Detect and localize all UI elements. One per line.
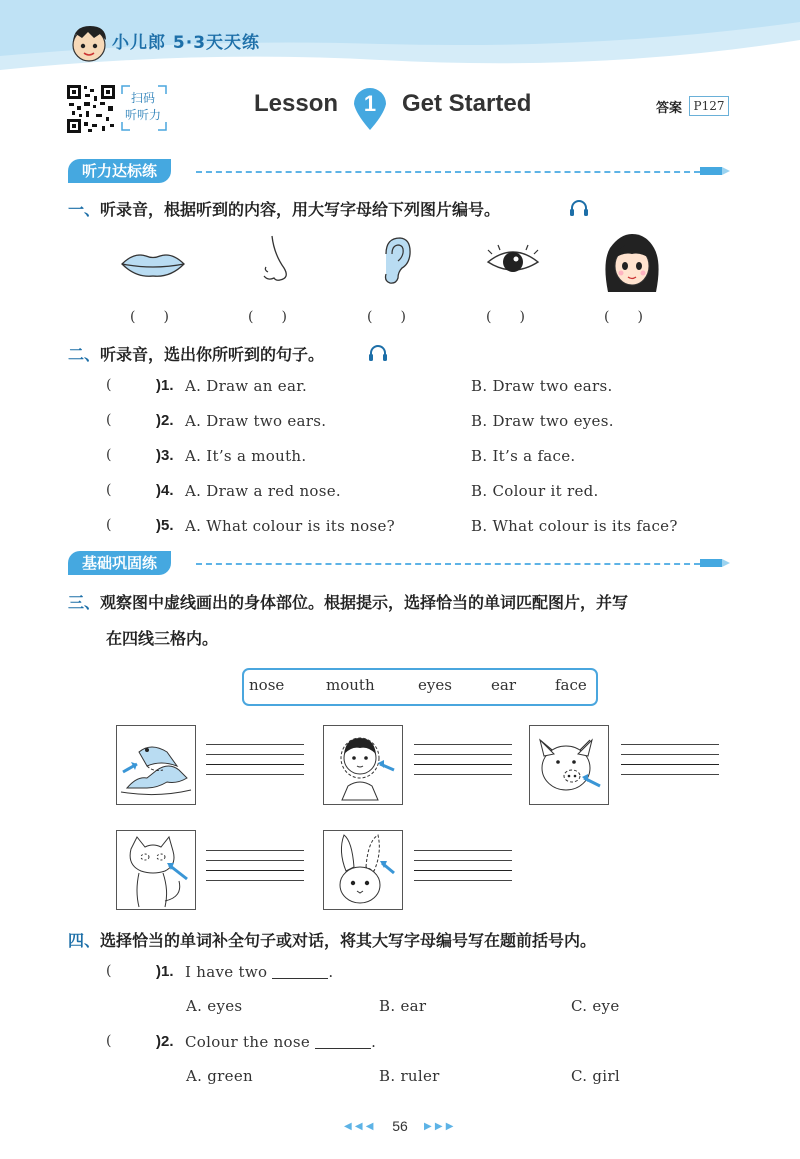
- q4-option-a: A. eyes: [186, 997, 243, 1015]
- q2-option-b: B. It’s a face.: [471, 447, 576, 465]
- mascot-boy-icon: [66, 20, 112, 64]
- q2-item: [106, 376, 726, 411]
- lesson-word: Lesson: [254, 90, 339, 117]
- scan-text-line2: 听听力: [124, 108, 161, 122]
- q2-item: [106, 516, 726, 551]
- q1-answer-paren-4[interactable]: ( ): [486, 309, 525, 325]
- q2-item: [106, 411, 726, 446]
- lesson-title: Get Started: [402, 90, 532, 117]
- lesson-number: 1: [363, 91, 377, 116]
- brand-title: 小儿郎 5·3天天练: [112, 33, 261, 53]
- answer-page-ref: P127: [689, 96, 729, 116]
- q2-item-number: )5.: [156, 517, 174, 534]
- q2-item: [106, 446, 726, 481]
- q4-stem-text: I have two: [185, 963, 268, 981]
- blank-line[interactable]: [315, 1034, 371, 1049]
- boy-face-picture: [323, 725, 403, 805]
- q3-text-line2: 在四线三格内。: [106, 629, 219, 648]
- prev-arrows-icon: ◀ ◀ ◀: [344, 1121, 374, 1132]
- pencil-icon: [700, 556, 730, 570]
- q2-item-number: )2.: [156, 412, 174, 429]
- q4-option-c: C. eye: [571, 997, 620, 1015]
- q1-answer-paren-1[interactable]: ( ): [130, 309, 169, 325]
- q2-answer-paren[interactable]: (: [106, 377, 112, 393]
- four-line-grid[interactable]: [206, 744, 304, 775]
- q3-number: 三、: [68, 593, 101, 612]
- q4-stem: [185, 1033, 376, 1051]
- q2-items: [106, 376, 726, 551]
- word-face: face: [555, 676, 587, 694]
- q4-stem-text: Colour the nose: [185, 1033, 311, 1051]
- q3-text-line1: 观察图中虚线画出的身体部位。根据提示，选择恰当的单词匹配图片，并写: [100, 593, 629, 612]
- q1-number: 一、: [68, 200, 101, 219]
- q4-item-number: )2.: [156, 1033, 174, 1050]
- q2-answer-paren[interactable]: (: [106, 517, 112, 533]
- q4-number: 四、: [68, 931, 101, 950]
- q4-option-a: A. green: [186, 1067, 253, 1085]
- section-divider: [196, 563, 700, 565]
- q4-answer-paren[interactable]: (: [106, 963, 112, 979]
- q4-option-b: B. ear: [379, 997, 427, 1015]
- four-line-grid[interactable]: [414, 744, 512, 775]
- q1-answer-paren-5[interactable]: ( ): [604, 309, 643, 325]
- q4-item: [106, 1032, 746, 1062]
- q2-option-b: B. Draw two eyes.: [471, 412, 614, 430]
- four-line-grid[interactable]: [206, 850, 304, 881]
- rabbit-ear-picture: [323, 830, 403, 910]
- mouth-picture: [120, 250, 186, 280]
- q2-number: 二、: [68, 345, 101, 364]
- eye-picture: [486, 244, 540, 278]
- q2-option-b: B. What colour is its face?: [471, 517, 678, 535]
- blank-line[interactable]: [272, 964, 328, 979]
- q2-option-b: B. Draw two ears.: [471, 377, 613, 395]
- q1-answer-paren-2[interactable]: ( ): [248, 309, 287, 325]
- q2-text: 听录音，选出你所听到的句子。: [100, 345, 325, 364]
- q2-option-b: B. Colour it red.: [471, 482, 599, 500]
- ear-picture: [380, 236, 412, 286]
- q4-stem: [185, 963, 333, 981]
- crocodile-mouth-picture: [116, 725, 196, 805]
- q2-item: [106, 481, 726, 516]
- headphones-icon[interactable]: [569, 199, 589, 217]
- q4-option-c: C. girl: [571, 1067, 620, 1085]
- q4-stem-end: .: [371, 1033, 377, 1051]
- cat-eyes-picture: [116, 830, 196, 910]
- q4-text: 选择恰当的单词补全句子或对话，将其大写字母编号写在题前括号内。: [100, 931, 597, 950]
- q2-option-a: A. Draw a red nose.: [185, 482, 341, 500]
- q4-stem-end: .: [328, 963, 334, 981]
- q2-instruction: [68, 342, 324, 365]
- scan-label: [120, 84, 166, 132]
- q4-item: [106, 962, 746, 992]
- q4-instruction: [68, 928, 596, 951]
- pig-nose-picture: [529, 725, 609, 805]
- q2-answer-paren[interactable]: (: [106, 447, 112, 463]
- q2-item-number: )1.: [156, 377, 174, 394]
- section-basic-tab: 基础巩固练: [68, 551, 171, 575]
- qr-code-icon: [66, 84, 116, 134]
- next-arrows-icon: ▶ ▶ ▶: [424, 1121, 454, 1132]
- q4-item-number: )1.: [156, 963, 174, 980]
- section-divider: [196, 171, 700, 173]
- nose-picture: [258, 234, 294, 286]
- q1-instruction: [68, 197, 500, 220]
- word-mouth: mouth: [326, 676, 375, 694]
- scan-text-line1: 扫码: [130, 91, 155, 105]
- section-listening-tab: 听力达标练: [68, 159, 171, 183]
- q2-answer-paren[interactable]: (: [106, 482, 112, 498]
- q2-answer-paren[interactable]: (: [106, 412, 112, 428]
- q2-option-a: A. Draw an ear.: [185, 377, 308, 395]
- q2-option-a: A. It’s a mouth.: [185, 447, 307, 465]
- q2-item-number: )4.: [156, 482, 174, 499]
- answer-label: 答案: [656, 101, 683, 116]
- q1-text: 听录音，根据听到的内容，用大写字母给下列图片编号。: [100, 200, 501, 219]
- word-nose: nose: [249, 676, 285, 694]
- q1-answer-paren-3[interactable]: ( ): [367, 309, 406, 325]
- q2-item-number: )3.: [156, 447, 174, 464]
- q4-answer-paren[interactable]: (: [106, 1033, 112, 1049]
- q4-option-b: B. ruler: [379, 1067, 440, 1085]
- girl-face-picture: [600, 232, 664, 294]
- q3-instruction: [68, 590, 628, 613]
- q2-option-a: A. Draw two ears.: [185, 412, 327, 430]
- word-eyes: eyes: [418, 676, 452, 694]
- pencil-icon: [700, 164, 730, 178]
- word-ear: ear: [491, 676, 516, 694]
- four-line-grid[interactable]: [621, 744, 719, 775]
- q2-option-a: A. What colour is its nose?: [185, 517, 396, 535]
- page-number: 56: [392, 1118, 408, 1134]
- four-line-grid[interactable]: [414, 850, 512, 881]
- headphones-icon[interactable]: [368, 344, 388, 362]
